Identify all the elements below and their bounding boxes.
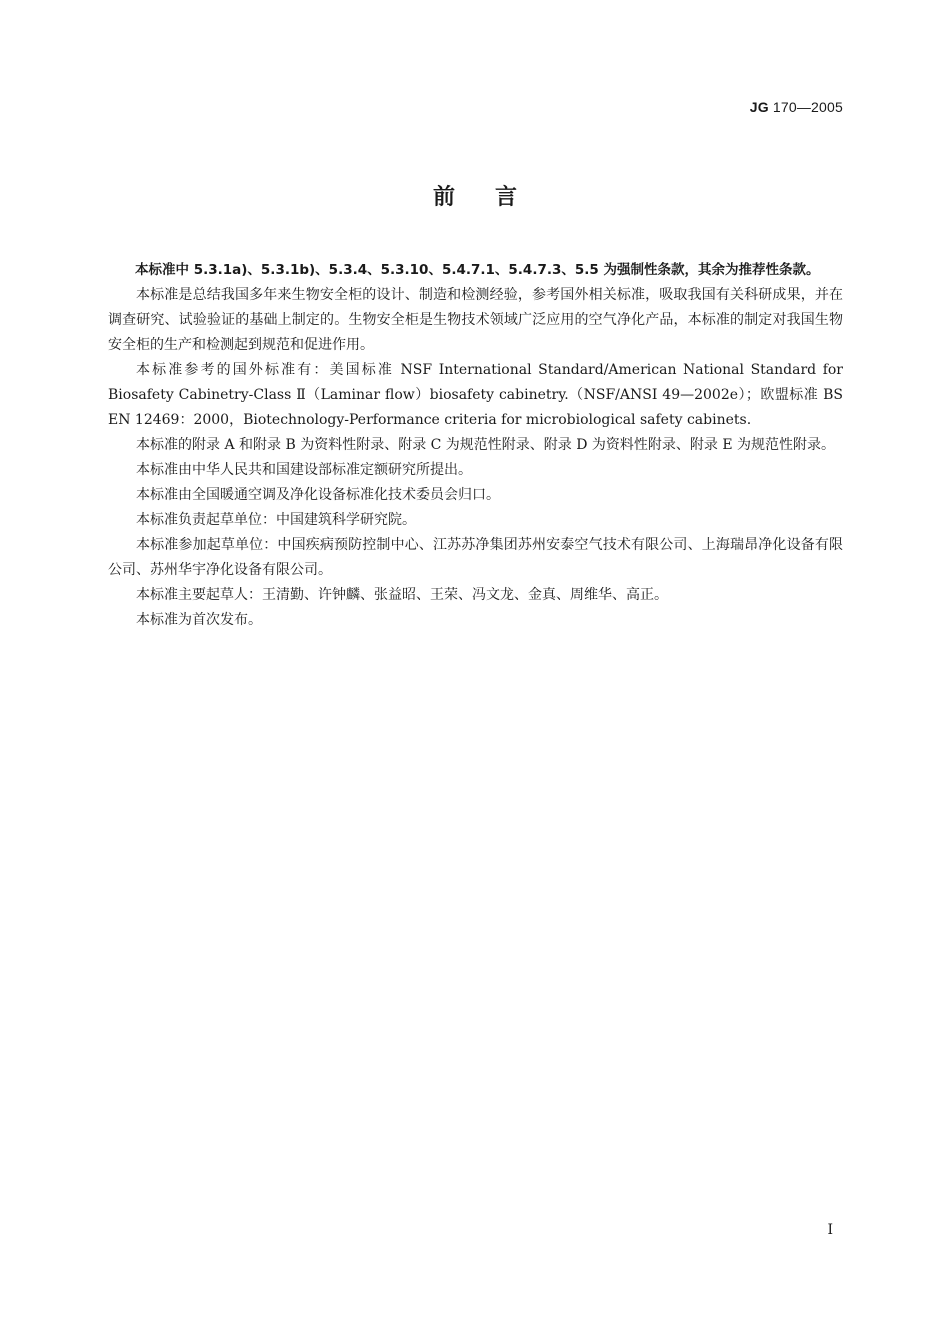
standard-code-number: 170—2005 xyxy=(768,99,843,115)
paragraph-main-authors: 本标准主要起草人：王清勤、许钟麟、张益昭、王荣、冯文龙、金真、周维华、高正。 xyxy=(136,587,668,603)
paragraph-committee: 本标准由全国暖通空调及净化设备标准化技术委员会归口。 xyxy=(136,487,500,503)
paragraph-summary: 本标准是总结我国多年来生物安全柜的设计、制造和检测经验，参考国外相关标准，吸取我国有关科研成果，并在调查研究、试验验证的基础上制定的。生物安全柜是生物技术领域广泛应用的空气净化产品，本标准的制定对我国生物安全柜的生产和检测起到规范和促进作用。 xyxy=(108,287,843,353)
standard-code-prefix: JG xyxy=(749,99,769,115)
paragraph-first-release: 本标准为首次发布。 xyxy=(136,612,262,628)
paragraph-references: 本标准参考的国外标准有：美国标准 NSF International Standard/American National Standard for Biosafety Cabinetry-Class Ⅱ（Laminar flow）biosafety cabinetry.（NSF/ANSI 49—2002e）；欧盟标准 BS EN 12469：2000，Biotechnology-Performance criteria for microbiological safety cabinets. xyxy=(108,362,843,428)
paragraph-lead-drafter: 本标准负责起草单位：中国建筑科学研究院。 xyxy=(136,512,416,528)
foreword-body xyxy=(108,258,843,633)
paragraph-mandatory-clauses: 本标准中 5.3.1a)、5.3.1b)、5.3.4、5.3.10、5.4.7.1、5.4.7.3、5.5 为强制性条款，其余为推荐性条款。 xyxy=(135,262,820,278)
standard-code xyxy=(750,99,843,115)
page-number: I xyxy=(827,1222,833,1238)
paragraph-participating-drafters: 本标准参加起草单位：中国疾病预防控制中心、江苏苏净集团苏州安泰空气技术有限公司、上海瑞昂净化设备有限公司、苏州华宇净化设备有限公司。 xyxy=(108,537,843,578)
paragraph-appendices: 本标准的附录 A 和附录 B 为资料性附录、附录 C 为规范性附录、附录 D 为资料性附录、附录 E 为规范性附录。 xyxy=(136,437,836,453)
paragraph-proposer: 本标准由中华人民共和国建设部标准定额研究所提出。 xyxy=(136,462,472,478)
page-title: 前言 xyxy=(432,185,557,210)
